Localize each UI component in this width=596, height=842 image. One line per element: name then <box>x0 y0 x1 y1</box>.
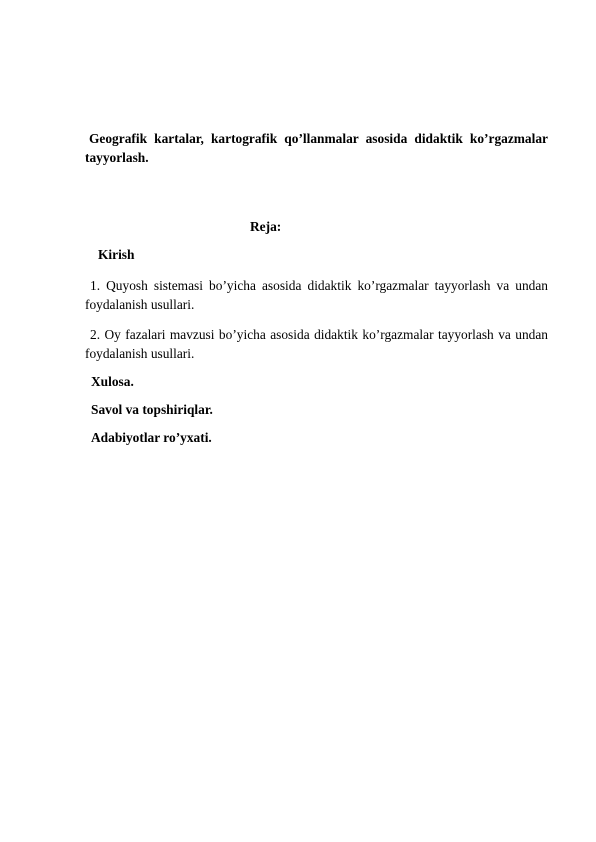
plan-heading: Reja: <box>250 219 282 234</box>
document-title <box>85 129 548 167</box>
intro-heading: Kirish <box>98 247 135 262</box>
plan-item-1-text: 1. Quyosh sistemasi bo’yicha asosida didaktik ko’rgazmalar tayyorlash va undan foydalanish usullari. <box>85 278 548 312</box>
conclusion-heading: Xulosa. <box>91 374 134 389</box>
references-heading: Adabiyotlar ro’yxati. <box>91 430 212 445</box>
document-title-text: Geografik kartalar, kartografik qo’llanmalar asosida didaktik ko’rgazmalar tayyorlash. <box>85 131 548 165</box>
plan-item-2 <box>85 325 548 363</box>
plan-item-1 <box>85 276 548 314</box>
questions-heading: Savol va topshiriqlar. <box>91 402 213 417</box>
plan-item-2-text: 2. Oy fazalari mavzusi bo’yicha asosida didaktik ko’rgazmalar tayyorlash va undan foydalanish usullari. <box>85 327 548 361</box>
